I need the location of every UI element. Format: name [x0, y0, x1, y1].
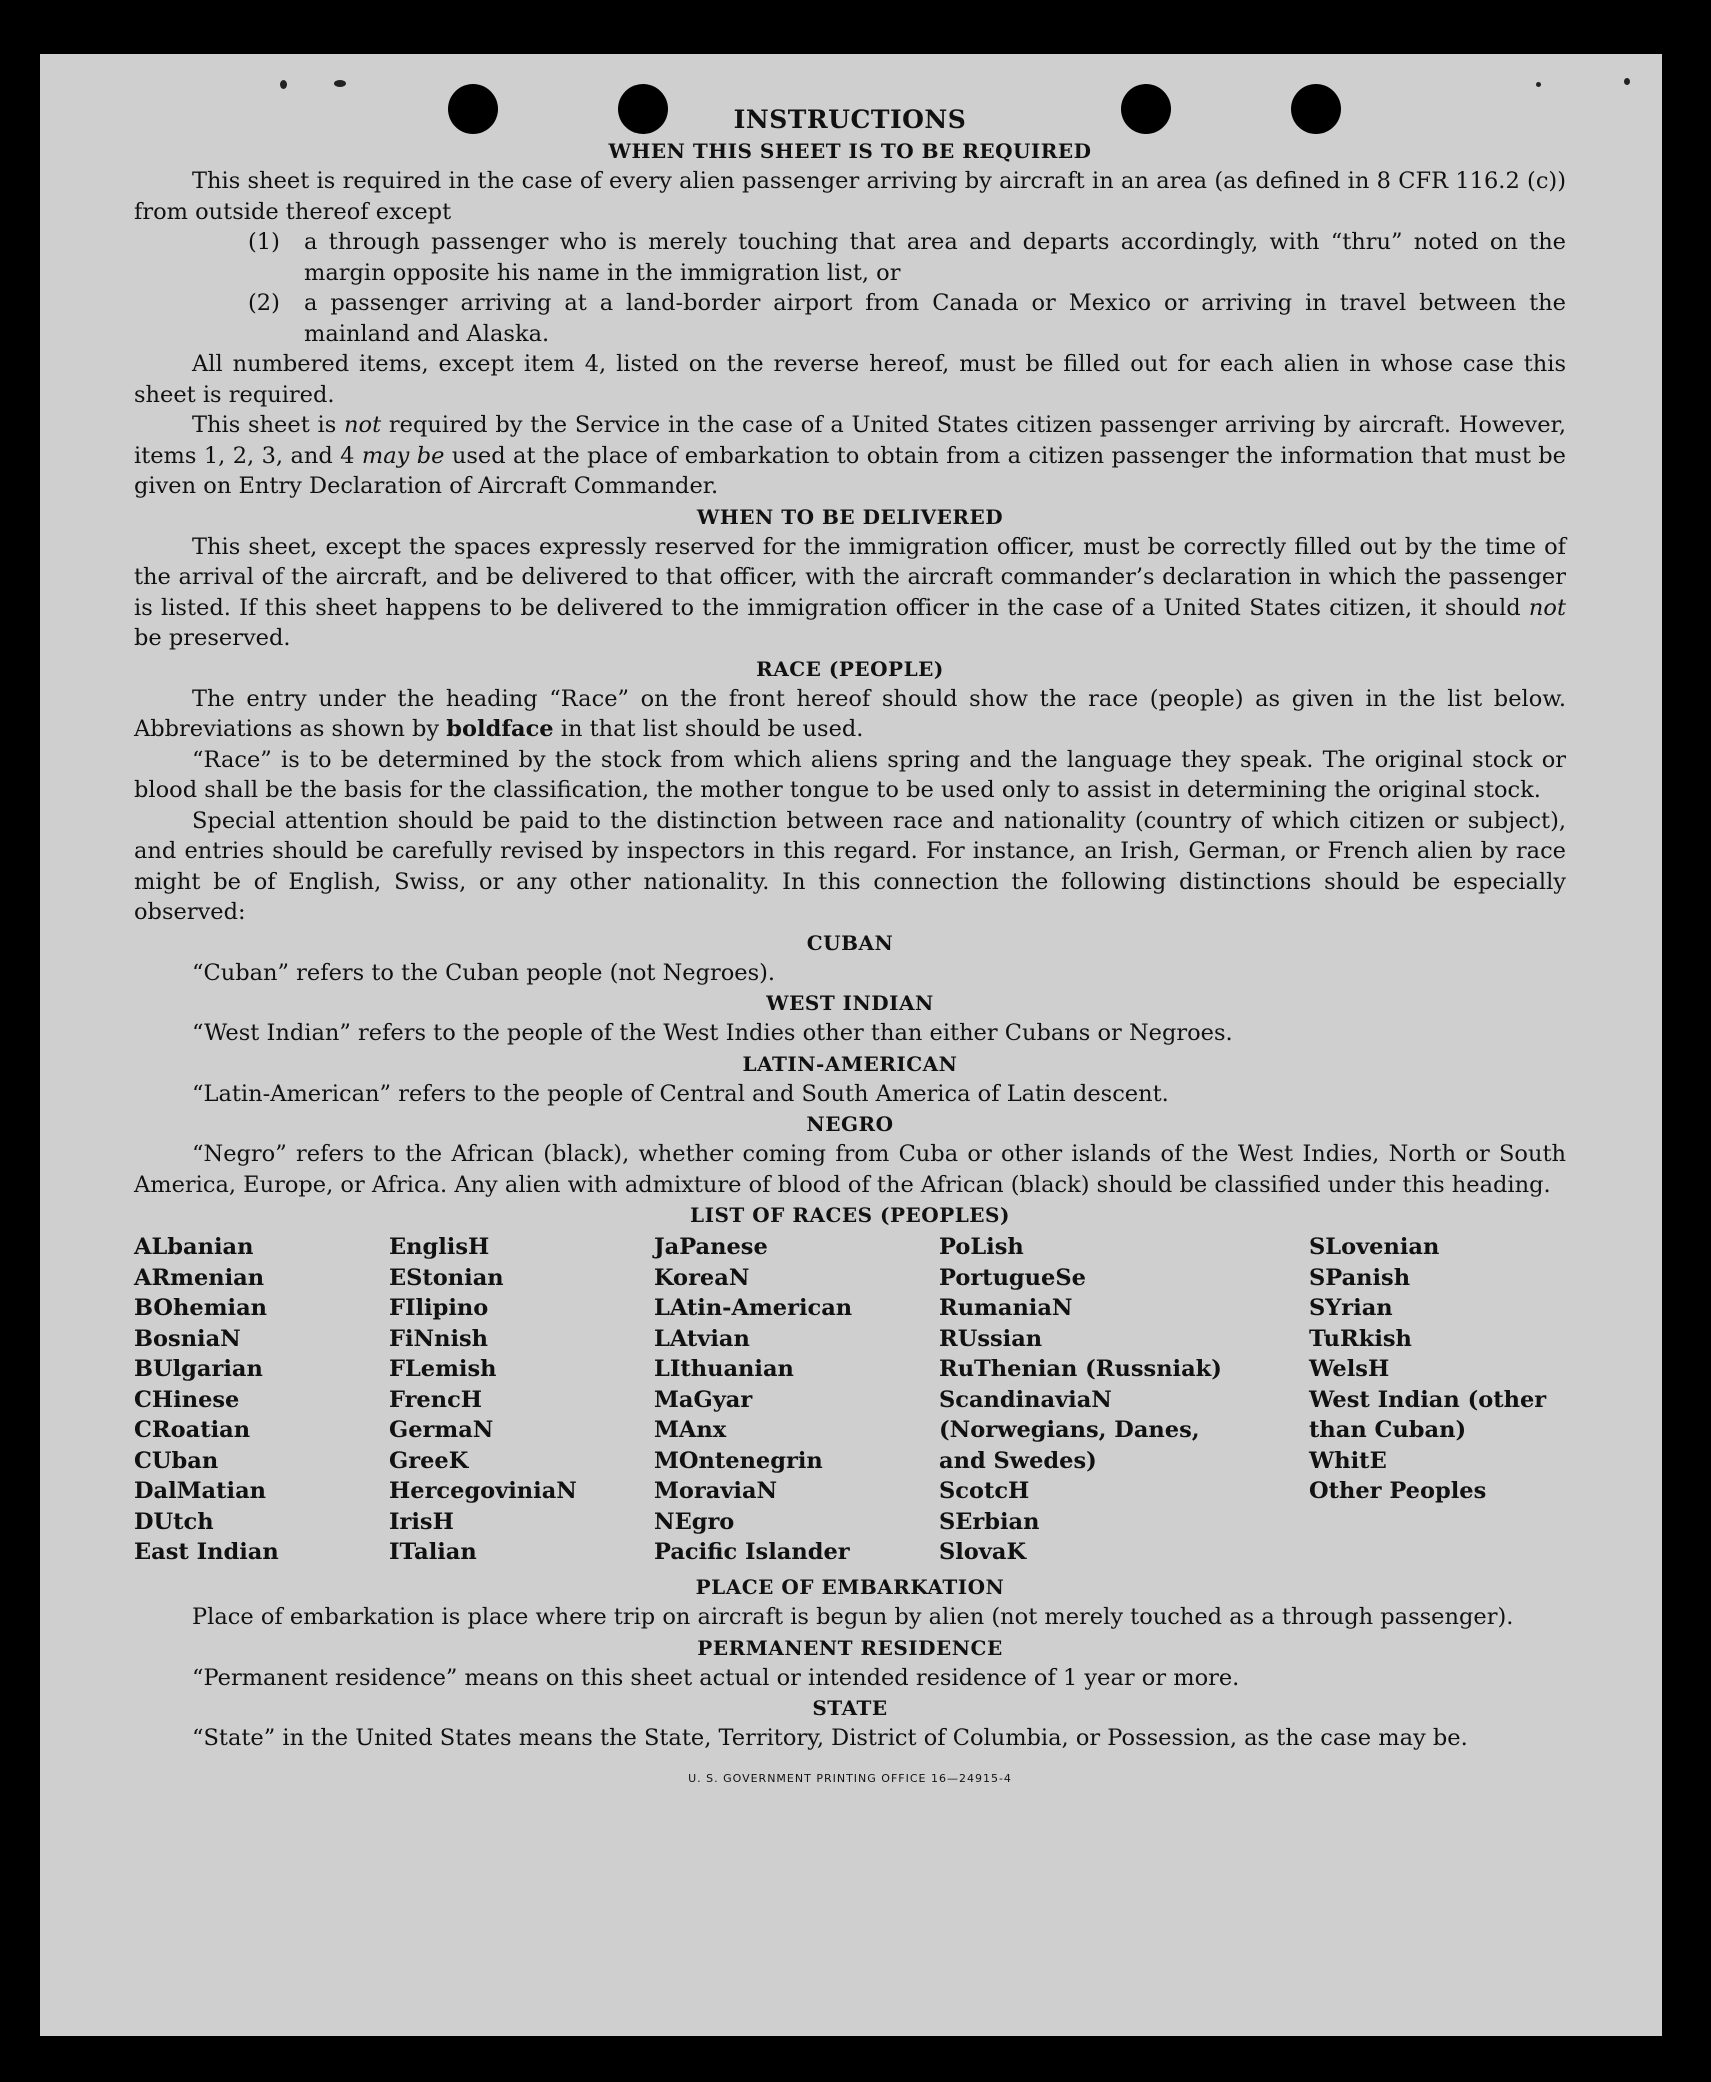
- required-intro: This sheet is required in the case of every alien passenger arriving by aircraft in an area (as defined in 8 CFR 116.2 (c)) from outside thereof except: [134, 168, 1566, 225]
- race-entry: HercegoviniaN: [389, 1478, 577, 1504]
- race-p1: The entry under the heading “Race” on the front hereof should show the race (people) as given in the list below. Abbreviations as shown by boldface in that list should be used.: [134, 685, 1566, 742]
- race-column-1: [134, 1232, 374, 1568]
- race-entry: SPanish: [1309, 1264, 1411, 1291]
- race-entry: MaGyar: [654, 1386, 753, 1413]
- heading-latin-american: LATIN-AMERICAN: [742, 1051, 958, 1076]
- item-number: (1): [248, 229, 280, 255]
- delivered-p1: This sheet, except the spaces expressly reserved for the immigration officer, must be correctly filled out by the time of the arrival of the aircraft, and be delivered to that officer, with the aircraft commander’s declaration in which the passenger is listed. If this sheet happens to be delivered to the immigration officer in the case of a United States citizen, it should not be preserved.: [134, 533, 1566, 651]
- race-entry: GreeK: [389, 1447, 469, 1474]
- item-number: (2): [248, 290, 280, 316]
- race-entry: EnglisH: [389, 1234, 490, 1260]
- race-entry: KoreaN: [654, 1264, 750, 1291]
- heading-list-of-races: LIST OF RACES (PEOPLES): [690, 1203, 1010, 1227]
- embarkation-text: Place of embarkation is place where trip on aircraft is begun by alien (not merely touched as a through passenger).: [192, 1604, 1514, 1630]
- race-entry: SlovaK: [939, 1539, 1027, 1565]
- race-entry: FrencH: [389, 1386, 483, 1413]
- race-column-3: [654, 1232, 924, 1568]
- heading-negro: NEGRO: [806, 1112, 894, 1136]
- speck: [1624, 78, 1630, 85]
- race-entry: MOntenegrin: [654, 1447, 823, 1474]
- race-entry: GermaN: [389, 1417, 494, 1443]
- cuban-text: “Cuban” refers to the Cuban people (not Negroes).: [192, 959, 776, 986]
- item-text: a passenger arriving at a land-border airport from Canada or Mexico or arriving in travel between the mainland and Alaska.: [304, 290, 1566, 347]
- race-entry: ScandinaviaN (Norwegians, Danes, and Swedes): [939, 1386, 1200, 1474]
- race-entry: LAtvian: [654, 1325, 750, 1352]
- heading-delivered: WHEN TO BE DELIVERED: [696, 504, 1004, 529]
- race-entry: DalMatian: [134, 1478, 267, 1504]
- race-entry: ITalian: [389, 1539, 477, 1565]
- document-sheet: [40, 54, 1662, 2036]
- race-entry: RumaniaN: [939, 1295, 1073, 1321]
- required-p3: This sheet is not required by the Service in the case of a United States citizen passenger arriving by aircraft. However, items 1, 2, 3, and 4 may be used at the place of embarkation to obtain from a citizen passenger the information that must be given on Entry Declaration of Aircraft Commander.: [134, 412, 1567, 499]
- list-item: [134, 227, 1566, 288]
- race-entry: East Indian: [134, 1539, 279, 1565]
- race-entry: Other Peoples: [1309, 1478, 1487, 1504]
- list-item: [134, 288, 1566, 349]
- race-column-2: [389, 1232, 639, 1568]
- race-entry: ALbanian: [134, 1234, 254, 1260]
- speck: [334, 80, 346, 87]
- race-entry: RUssian: [939, 1325, 1043, 1352]
- race-list: [134, 1232, 1566, 1572]
- heading-required: WHEN THIS SHEET IS TO BE REQUIRED: [608, 139, 1092, 163]
- heading-west-indian: WEST INDIAN: [766, 991, 934, 1015]
- race-entry: MoraviaN: [654, 1478, 778, 1504]
- heading-residence: PERMANENT RESIDENCE: [697, 1635, 1003, 1660]
- race-entry: SYrian: [1309, 1295, 1393, 1321]
- required-p2: All numbered items, except item 4, listed on the reverse hereof, must be filled out for each alien in whose case this sheet is required.: [134, 351, 1566, 408]
- race-entry: JaPanese: [654, 1234, 768, 1260]
- race-entry: FLemish: [389, 1356, 497, 1382]
- race-entry: PortugueSe: [939, 1264, 1086, 1291]
- race-entry: WhitE: [1309, 1447, 1387, 1474]
- race-entry: BUlgarian: [134, 1356, 263, 1382]
- race-column-5: [1309, 1232, 1566, 1507]
- speck: [1536, 82, 1541, 87]
- race-entry: ScotcH: [939, 1478, 1030, 1504]
- race-p2: “Race” is to be determined by the stock from which aliens spring and the language they speak. The original stock or blood shall be the basis for the classification, the mother tongue to be used only to assist in determining the original stock.: [134, 746, 1566, 803]
- item-text: a through passenger who is merely touching that area and departs accordingly, with “thru” noted on the margin opposite his name in the immigration list, or: [304, 229, 1566, 286]
- race-entry: CRoatian: [134, 1417, 251, 1443]
- race-entry: CHinese: [134, 1386, 240, 1413]
- negro-text: “Negro” refers to the African (black), whether coming from Cuba or other islands of the West Indies, North or South America, Europe, or Africa. Any alien with admixture of blood of the African (black) should be classified under this heading.: [134, 1141, 1566, 1198]
- race-entry: MAnx: [654, 1417, 727, 1443]
- heading-state: STATE: [812, 1696, 888, 1720]
- race-entry: WelsH: [1309, 1356, 1390, 1382]
- race-entry: TuRkish: [1309, 1325, 1412, 1352]
- race-entry: IrisH: [389, 1508, 454, 1535]
- page-title: INSTRUCTIONS: [733, 105, 967, 134]
- race-entry: SLovenian: [1309, 1234, 1440, 1260]
- race-entry: EStonian: [389, 1264, 504, 1291]
- race-entry: LAtin-American: [654, 1295, 853, 1321]
- heading-embarkation: PLACE OF EMBARKATION: [695, 1575, 1005, 1599]
- race-entry: BosniaN: [134, 1325, 241, 1352]
- printer-imprint: U. S. GOVERNMENT PRINTING OFFICE 16—24915-4: [688, 1771, 1012, 1785]
- west-indian-text: “West Indian” refers to the people of the West Indies other than either Cubans or Negroes.: [192, 1020, 1233, 1046]
- race-entry: RuThenian (Russniak): [939, 1356, 1222, 1382]
- race-entry: Pacific Islander: [654, 1539, 850, 1565]
- race-entry: FIlipino: [389, 1295, 489, 1321]
- heading-race: RACE (PEOPLE): [756, 656, 944, 681]
- race-entry: NEgro: [654, 1508, 735, 1535]
- speck: [280, 80, 287, 89]
- race-entry: DUtch: [134, 1508, 214, 1535]
- race-entry: BOhemian: [134, 1295, 268, 1321]
- race-column-4: [939, 1232, 1239, 1568]
- heading-cuban: CUBAN: [806, 930, 894, 955]
- race-entry: FiNnish: [389, 1325, 489, 1352]
- latin-american-text: “Latin-American” refers to the people of Central and South America of Latin descent.: [192, 1080, 1169, 1107]
- state-text: “State” in the United States means the State, Territory, District of Columbia, or Possession, as the case may be.: [192, 1725, 1468, 1751]
- race-entry: CUban: [134, 1447, 219, 1474]
- race-entry: ARmenian: [134, 1264, 265, 1291]
- race-entry: West Indian (other than Cuban): [1309, 1386, 1547, 1443]
- residence-text: “Permanent residence” means on this sheet actual or intended residence of 1 year or more.: [192, 1664, 1240, 1691]
- race-entry: PoLish: [939, 1234, 1024, 1260]
- instructions-content: [134, 104, 1566, 1794]
- race-p3: Special attention should be paid to the distinction between race and nationality (country of which citizen or subject), and entries should be carefully revised by inspectors in this regard. For instance, an Irish, German, or French alien by race might be of English, Swiss, or any other nationality. In this connection the following distinctions should be especially observed:: [134, 807, 1566, 925]
- race-entry: LIthuanian: [654, 1356, 794, 1382]
- race-entry: SErbian: [939, 1508, 1040, 1535]
- exception-list: [134, 227, 1566, 349]
